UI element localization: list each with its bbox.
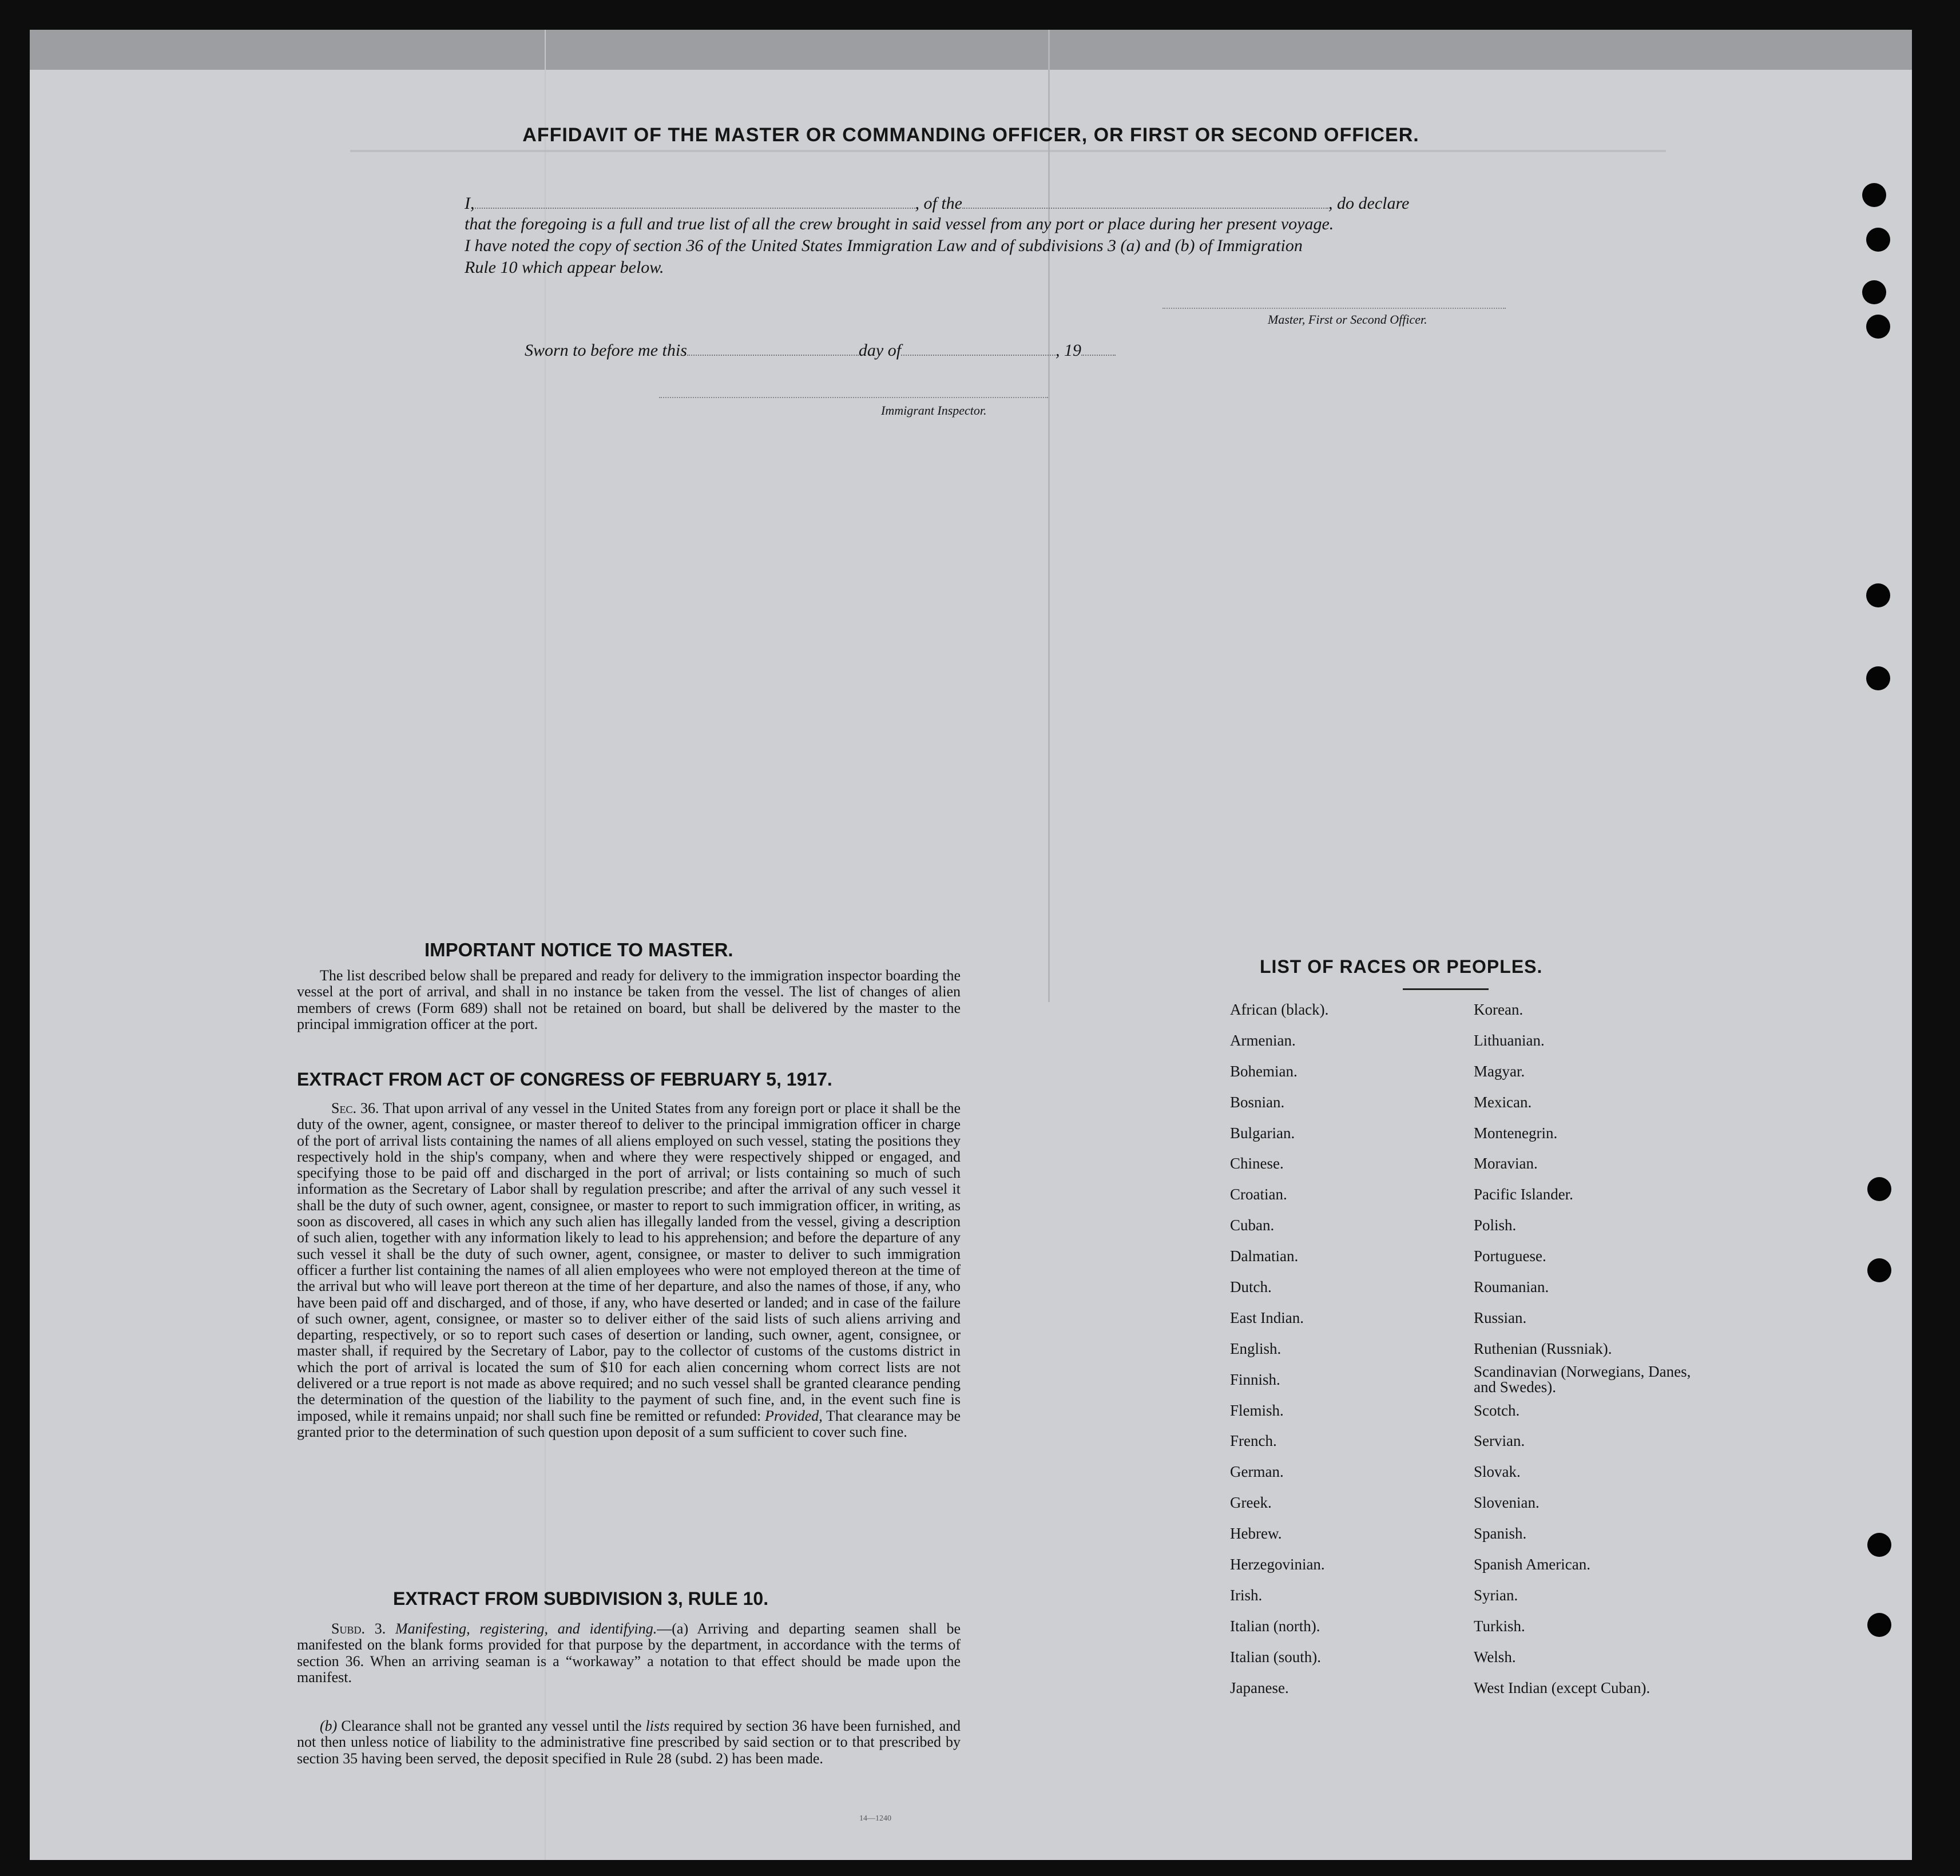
rule-title: EXTRACT FROM SUBDIVISION 3, RULE 10. bbox=[393, 1588, 769, 1609]
race-entry: Japanese. bbox=[1230, 1679, 1289, 1696]
declaration-do-declare: , do declare bbox=[1328, 194, 1410, 213]
race-entry: Croatian. bbox=[1230, 1186, 1287, 1203]
race-entry: Slovak. bbox=[1474, 1463, 1521, 1481]
page-top-edge bbox=[30, 30, 1912, 70]
document-page bbox=[30, 30, 1912, 1860]
race-entry: Montenegrin. bbox=[1474, 1124, 1558, 1142]
act-section-36-text bbox=[297, 1100, 961, 1440]
binder-hole bbox=[1867, 1177, 1891, 1201]
affidavit-title: AFFIDAVIT OF THE MASTER OR COMMANDING OFFICER, OR FIRST OR SECOND OFFICER. bbox=[522, 124, 1419, 146]
declaration-i: I, bbox=[465, 194, 475, 213]
race-entry: Dalmatian. bbox=[1230, 1247, 1299, 1265]
rule-b-lists: lists bbox=[645, 1718, 670, 1734]
declaration-of-the: , of the bbox=[915, 194, 962, 213]
race-entry: African (black). bbox=[1230, 1001, 1329, 1018]
race-entry: Lithuanian. bbox=[1474, 1031, 1545, 1049]
rule-subd-label: Subd. 3. bbox=[331, 1620, 386, 1637]
race-entry: Scotch. bbox=[1474, 1401, 1520, 1419]
race-entry: Slovenian. bbox=[1474, 1494, 1540, 1512]
rule-subd-b-text bbox=[297, 1718, 961, 1767]
race-entry: Flemish. bbox=[1230, 1401, 1284, 1419]
declaration-line-3: I have noted the copy of section 36 of the United States Immigration Law and of subdivisions 3 (a) and (b) of Immigration bbox=[465, 236, 1303, 255]
binder-hole bbox=[1866, 228, 1890, 252]
rule-a-text: Arriving and departing seamen shall be manifested on the blank forms provided for that purpose by the department, in accordance with the terms of section 36. When an arriving seaman is a “workaway” a notation to that effect should be made upon the manifest. bbox=[297, 1620, 961, 1686]
race-entry: Spanish American. bbox=[1474, 1556, 1590, 1573]
sworn-text: Sworn to before me this bbox=[525, 341, 687, 360]
binder-hole bbox=[1867, 1533, 1891, 1557]
sworn-day-blank bbox=[687, 340, 859, 356]
race-entry: Syrian. bbox=[1474, 1586, 1518, 1604]
race-entry: Hebrew. bbox=[1230, 1525, 1282, 1543]
races-right-column bbox=[1474, 1001, 1697, 1710]
binder-hole bbox=[1867, 1258, 1891, 1282]
bleed-through-shadow bbox=[350, 150, 1666, 175]
race-entry: East Indian. bbox=[1230, 1309, 1304, 1326]
race-entry: Cuban. bbox=[1230, 1217, 1275, 1234]
race-entry: French. bbox=[1230, 1432, 1277, 1450]
master-signature-line bbox=[1162, 307, 1506, 309]
binder-hole bbox=[1867, 1613, 1891, 1637]
form-number: 14—1240 bbox=[859, 1814, 891, 1823]
race-entry: Greek. bbox=[1230, 1494, 1272, 1512]
act-text-end: That clearance may be granted prior to the determination of such question upon deposit of a sum sufficient to cover such fine. bbox=[297, 1407, 961, 1440]
name-blank bbox=[475, 193, 915, 209]
race-entry: German. bbox=[1230, 1463, 1284, 1481]
races-title: LIST OF RACES OR PEOPLES. bbox=[1260, 956, 1543, 977]
rule-subd-a-text: Subd. 3. Manifesting, registering, and identifying.—(a) Arriving and departing seamen shall be manifested on the blank forms provided for that purpose by the department, in accordance with the terms of section 36. When an arriving seaman is a “workaway” a notation to that effect should be made upon the manifest. bbox=[297, 1620, 961, 1686]
race-entry: West Indian (except Cuban). bbox=[1474, 1679, 1650, 1696]
rule-subd-heading: Manifesting, registering, and identifying. bbox=[395, 1620, 657, 1637]
sworn-month-blank bbox=[901, 340, 1056, 356]
race-entry: Bulgarian. bbox=[1230, 1124, 1295, 1142]
inspector-signature-label: Immigrant Inspector. bbox=[881, 403, 987, 418]
act-section-label: Sec. 36. bbox=[331, 1100, 379, 1116]
rule-b-label: (b) bbox=[320, 1718, 338, 1734]
act-title: EXTRACT FROM ACT OF CONGRESS OF FEBRUARY 5, 1917. bbox=[297, 1069, 832, 1090]
race-entry: Servian. bbox=[1474, 1432, 1525, 1450]
race-entry: Korean. bbox=[1474, 1001, 1523, 1018]
master-signature-label: Master, First or Second Officer. bbox=[1268, 312, 1427, 327]
binder-hole bbox=[1866, 315, 1890, 339]
race-entry: Herzegovinian. bbox=[1230, 1556, 1325, 1573]
page-fold-line bbox=[1048, 30, 1050, 1002]
race-entry: Italian (north). bbox=[1230, 1617, 1320, 1635]
race-entry: Dutch. bbox=[1230, 1278, 1272, 1296]
notice-title: IMPORTANT NOTICE TO MASTER. bbox=[424, 939, 733, 960]
race-entry: English. bbox=[1230, 1340, 1281, 1357]
declaration-line-1 bbox=[465, 193, 1409, 213]
notice-text: The list described below shall be prepared and ready for delivery to the immigration inspector boarding the vessel at the port of arrival, and shall in no instance be taken from the vessel. The list of changes of alien members of crews (Form 689) shall not be retained on board, but shall be delivered by the master to the principal immigration officer at the port. bbox=[297, 967, 961, 1032]
race-entry: Turkish. bbox=[1474, 1617, 1525, 1635]
race-entry: Scandinavian (Norwegians, Danes, and Swedes). bbox=[1474, 1362, 1691, 1396]
binder-hole bbox=[1862, 183, 1886, 207]
race-entry: Welsh. bbox=[1474, 1648, 1516, 1666]
binder-hole bbox=[1866, 583, 1890, 607]
race-entry: Magyar. bbox=[1474, 1062, 1525, 1080]
race-entry: Polish. bbox=[1474, 1217, 1517, 1234]
sworn-year: , 19 bbox=[1056, 341, 1082, 360]
rule-b-text-2: required by section 36 have been furnished, and not then unless notice of liability to the administrative fine prescribed by said section or to that prescribed by section 35 having been served, the deposit specified in Rule 28 (subd. 2) has been made. bbox=[297, 1718, 961, 1767]
declaration-line-4: Rule 10 which appear below. bbox=[465, 258, 664, 277]
race-entry: Pacific Islander. bbox=[1474, 1186, 1573, 1203]
race-entry: Bohemian. bbox=[1230, 1062, 1298, 1080]
binder-hole bbox=[1866, 666, 1890, 690]
sworn-line bbox=[525, 340, 1116, 360]
race-entry: Mexican. bbox=[1474, 1093, 1532, 1111]
binder-hole bbox=[1862, 280, 1886, 304]
race-entry: Italian (south). bbox=[1230, 1648, 1321, 1666]
race-entry: Bosnian. bbox=[1230, 1093, 1285, 1111]
race-entry: Russian. bbox=[1474, 1309, 1527, 1326]
rule-b-text-1: Clearance shall not be granted any vessel until the bbox=[341, 1718, 642, 1734]
race-entry: Irish. bbox=[1230, 1586, 1263, 1604]
race-entry: Portuguese. bbox=[1474, 1247, 1546, 1265]
race-entry: Armenian. bbox=[1230, 1031, 1296, 1049]
sworn-day-of: day of bbox=[858, 341, 902, 360]
races-left-column bbox=[1230, 1001, 1328, 1710]
race-entry: Finnish. bbox=[1230, 1370, 1280, 1388]
act-provided: Provided, bbox=[764, 1407, 823, 1424]
race-entry: Chinese. bbox=[1230, 1155, 1284, 1172]
race-entry: Ruthenian (Russniak). bbox=[1474, 1340, 1612, 1357]
races-title-rule bbox=[1403, 988, 1489, 990]
declaration-line-2: that the foregoing is a full and true list of all the crew brought in said vessel from any port or place during her present voyage. bbox=[465, 214, 1334, 233]
race-entry: Roumanian. bbox=[1474, 1278, 1549, 1296]
sworn-year-blank bbox=[1081, 340, 1116, 356]
inspector-signature-line bbox=[659, 396, 1048, 398]
race-entry: Spanish. bbox=[1474, 1525, 1527, 1543]
vessel-blank bbox=[962, 193, 1328, 209]
race-entry: Moravian. bbox=[1474, 1155, 1538, 1172]
act-text: That upon arrival of any vessel in the United States from any foreign port or place it shall be the duty of the owner, agent, consignee, or master thereof to deliver to the principal immigration officer in charge of the port of arrival lists containing the names of all aliens employed on such vessel, stating the positions they respectively hold in the ship's company, when and where they were respectively shipped or engaged, and specifying those to be paid off and discharged in the port of arrival; or lists containing so much of such information as the Secretary of Labor shall by regulation prescribe; and after the arrival of any such vessel it shall be the duty of such owner, agent, consignee, or master to report to such immigration officer, in writing, as soon as discovered, all cases in which any such alien has illegally landed from the vessel, giving a description of such alien, together with any information likely to lead to his apprehension; and before the departure of any such vessel it shall be the duty of such owner, agent, consignee, or master to deliver to such immigration officer a further list containing the names of all alien employees who were not employed thereon at the time of the arrival but who will leave port thereon at the time of her departure, and also the names of those, if any, who have been paid off and discharged, and of those, if any, who have deserted or landed; and in case of the failure of such owner, agent, consignee, or master so to deliver either of the said lists of such aliens arriving and departing, respectively, or so to report such cases of desertion or landing, such owner, agent, consignee, or master shall, if required by the Secretary of Labor, pay to the collector of customs of the customs district in which the port of arrival is located the sum of $10 for each alien concerning whom correct lists are not delivered or a true report is not made as above required; and no such vessel shall be granted clearance pending the determination of the question of the liability to the payment of such fine, and, in the event such fine is imposed, while it remains unpaid; nor shall such fine be remitted or refunded: bbox=[297, 1100, 961, 1424]
rule-a-label: (a) bbox=[672, 1620, 689, 1637]
